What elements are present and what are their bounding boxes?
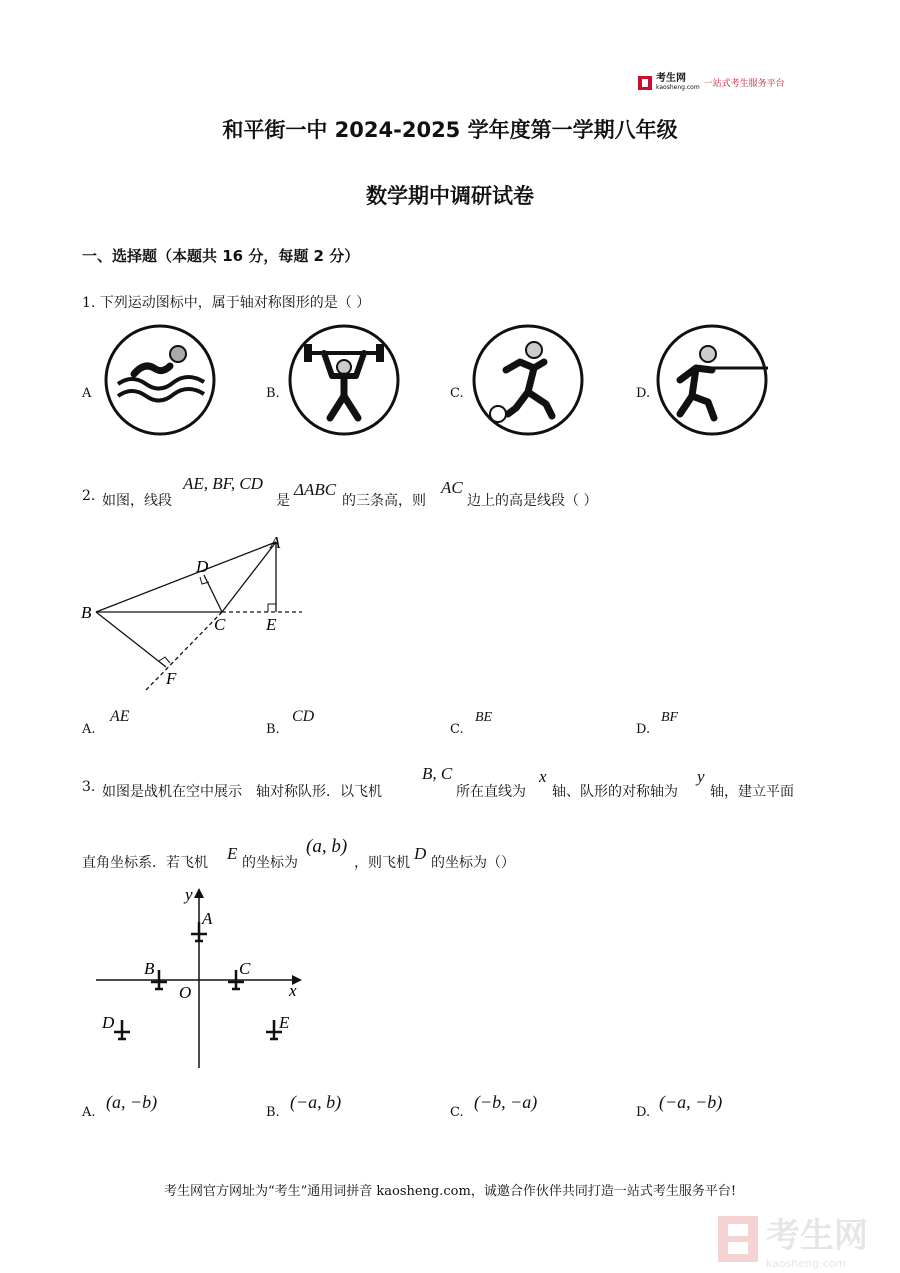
section-heading: 一、选择题（本题共 16 分，每题 2 分）: [82, 247, 360, 265]
q2-math-3: AC: [441, 478, 463, 497]
q2-label-e: E: [266, 615, 277, 634]
q3-label-d: D: [102, 1013, 115, 1032]
q3-option-b-label: B.: [266, 1105, 280, 1120]
q3-math-3: y: [697, 767, 705, 786]
q2-label-b: B: [81, 603, 92, 622]
q3-math-2: x: [539, 767, 547, 786]
q3-line2-math-3: D: [414, 844, 427, 863]
logo-slogan: 一站式考生服务平台: [703, 79, 785, 89]
watermark: [718, 1208, 868, 1270]
q3-label-e: E: [279, 1013, 290, 1032]
q2-text-2: 是: [276, 493, 290, 509]
q3-option-c-value: (−b, −a): [474, 1092, 538, 1112]
q2-option-c-value: BE: [475, 710, 493, 725]
q2-option-d-label: D.: [636, 722, 651, 737]
q3-option-b-value: (−a, b): [290, 1092, 342, 1112]
q2-option-b-label: B.: [266, 722, 280, 737]
q3-option-c-label: C.: [450, 1105, 464, 1120]
swimming-icon: [104, 322, 216, 438]
q2-text-4: 边上的高是线段（ ）: [467, 493, 598, 509]
q2-triangle-figure: [78, 530, 310, 694]
q3-line2-math-1: E: [227, 844, 238, 863]
q3-line2-text-1: 直角坐标系．若飞机: [82, 855, 208, 871]
q3-text-2: 所在直线为: [456, 784, 526, 800]
watermark-text-block: [766, 1208, 868, 1270]
plane-d-icon: [114, 1020, 130, 1040]
q3-line2-text-4: 的坐标为（）: [431, 855, 515, 871]
q2-label-f: F: [166, 669, 177, 688]
q2-option-a-value: AE: [110, 708, 130, 725]
q3-text-4: 轴，建立平面: [710, 784, 794, 800]
q1-option-a-label: A: [82, 386, 92, 401]
logo-name: 考生网: [656, 73, 686, 84]
q2-option-a-label: A.: [82, 722, 96, 737]
q3-text-1: 如图是战机在空中展示 轴对称队形．以飞机: [102, 784, 382, 800]
fencing-icon: [656, 322, 772, 438]
q2-option-d-value: BF: [661, 710, 679, 725]
q3-option-d-value: (−a, −b): [659, 1092, 723, 1112]
weightlifting-icon: [288, 322, 400, 438]
q2-label-a: A: [270, 533, 281, 552]
q2-option-b-value: CD: [292, 708, 315, 725]
q2-label-d: D: [196, 557, 209, 576]
header-logo: [638, 74, 785, 91]
q1-option-c-label: C.: [450, 386, 464, 401]
watermark-name: 考生网: [766, 1216, 868, 1256]
title-line-1: 和平街一中 2024-2025 学年度第一学期八年级: [222, 118, 678, 142]
q3-option-a-label: A.: [82, 1105, 96, 1120]
q1-option-d-label: D.: [636, 386, 651, 401]
q3-line2-text-3: ，则飞机: [354, 855, 410, 871]
q3-coordinate-figure: [84, 884, 310, 1070]
logo-url: kaosheng.com: [656, 84, 700, 91]
kaosheng-logo-icon: [638, 76, 652, 90]
q3-label-y: y: [185, 885, 193, 904]
q2-text-3: 的三条高，则: [342, 493, 426, 509]
q2-text-1: 如图，线段: [102, 493, 172, 509]
q3-label-b: B: [144, 959, 155, 978]
q3-text-3: 轴、队形的对称轴为: [552, 784, 678, 800]
q2-math-2: ΔABC: [294, 480, 337, 499]
title-line-2: 数学期中调研试卷: [366, 184, 534, 208]
q3-label-a: A: [202, 909, 213, 928]
q3-option-d-label: D.: [636, 1105, 651, 1120]
q1-option-b-label: B.: [266, 386, 280, 401]
q2-option-c-label: C.: [450, 722, 464, 737]
watermark-logo-icon: [718, 1216, 758, 1262]
q2-label-c: C: [214, 615, 226, 634]
q3-option-a-value: (a, −b): [106, 1092, 158, 1112]
q2-math-1: AE, BF, CD: [183, 474, 263, 493]
q3-label-x: x: [289, 981, 297, 1000]
q3-label-c: C: [239, 959, 251, 978]
watermark-url: kaosheng.com: [766, 1257, 847, 1270]
q2-num: 2.: [82, 488, 96, 504]
running-soccer-icon: [472, 322, 584, 438]
q3-label-o: O: [179, 983, 192, 1002]
q3-line2-text-2: 的坐标为: [242, 855, 298, 871]
logo-text-block: [656, 74, 700, 91]
footer-text: 考生网官方网址为“考生”通用词拼音 kaosheng.com，诚邀合作伙伴共同打造一站式考生服务平台!: [163, 1184, 737, 1199]
q3-line2-math-2: (a, b): [306, 836, 348, 857]
q1-text: 1. 下列运动图标中，属于轴对称图形的是（ ）: [82, 295, 371, 311]
q3-math-1: B, C: [422, 764, 453, 783]
q3-num: 3.: [82, 779, 96, 795]
